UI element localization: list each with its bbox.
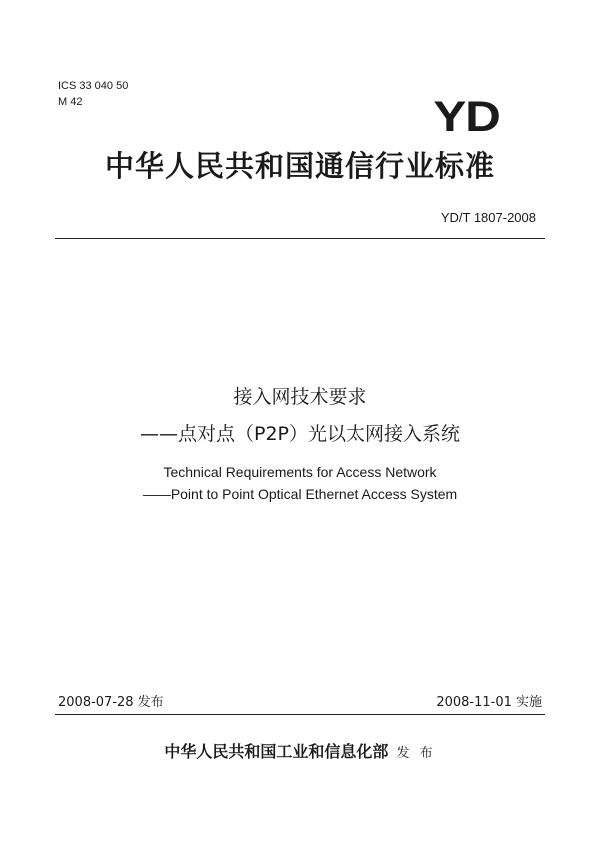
implement-date: 2008-11-01 实施 [436, 695, 542, 710]
document-subtitle-en: ——Point to Point Optical Ethernet Access System [142, 486, 458, 502]
bottom-divider [55, 714, 545, 715]
top-divider [55, 238, 545, 239]
document-subtitle-cn: ——点对点（P2P）光以太网接入系统 [139, 423, 460, 445]
issue-label: 发 布 [396, 746, 436, 761]
issuer-line [0, 742, 600, 764]
document-title-cn: 接入网技术要求 [233, 386, 367, 408]
m-code: M 42 [58, 96, 83, 108]
yd-logo: YD [433, 93, 500, 141]
standard-number: YD/T 1807-2008 [440, 210, 536, 225]
issuer-name: 中华人民共和国工业和信息化部 [164, 742, 389, 761]
publish-date: 2008-07-28 发布 [58, 695, 164, 710]
standard-title: 中华人民共和国通信行业标准 [104, 149, 495, 183]
ics-code: ICS 33 040 50 [58, 80, 129, 92]
document-title-en: Technical Requirements for Access Network [163, 464, 437, 480]
